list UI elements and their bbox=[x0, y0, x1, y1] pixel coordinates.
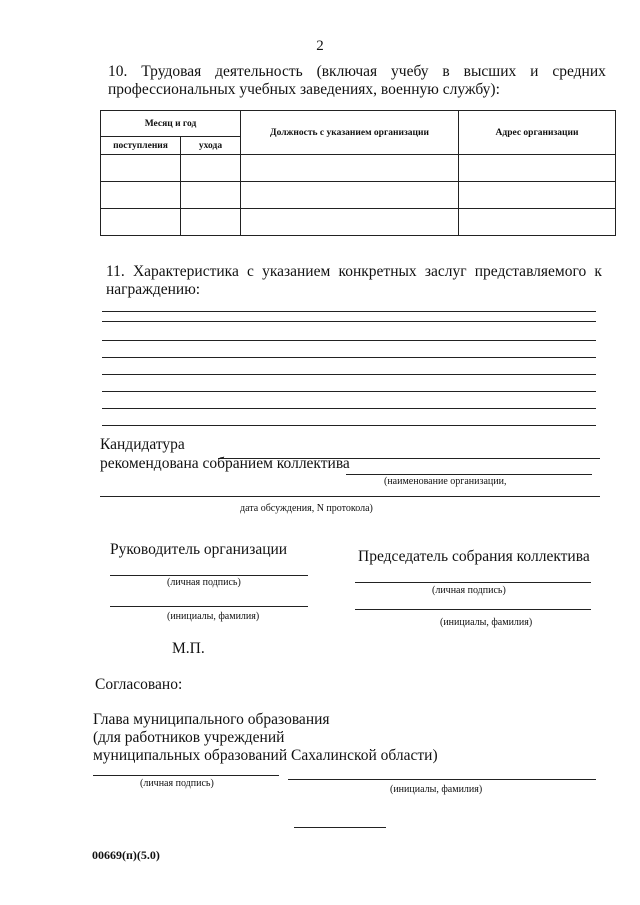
form-code: 00669(п)(5.0) bbox=[92, 848, 160, 862]
organization-line[interactable] bbox=[346, 474, 592, 475]
header-end: ухода bbox=[181, 137, 241, 155]
head-name-line[interactable] bbox=[110, 606, 308, 607]
word: деятельность bbox=[215, 63, 303, 80]
writing-line[interactable] bbox=[102, 340, 596, 341]
head-of-organization-title: Руководитель организации bbox=[110, 541, 288, 558]
table-cell[interactable] bbox=[241, 182, 459, 209]
head-signature-line[interactable] bbox=[110, 575, 308, 576]
table-row bbox=[101, 182, 616, 209]
word: указанием bbox=[262, 263, 331, 280]
writing-line[interactable] bbox=[102, 425, 596, 426]
word: (включая bbox=[316, 63, 378, 80]
word: конкретных bbox=[338, 263, 417, 280]
table-cell[interactable] bbox=[181, 182, 241, 209]
head-signature-hint: (личная подпись) bbox=[167, 577, 241, 588]
word: в bbox=[442, 63, 450, 80]
head-municipality-line3: муниципальных образований Сахалинской области) bbox=[93, 747, 438, 764]
chair-signature-line[interactable] bbox=[355, 582, 591, 583]
section-10-heading-line1 bbox=[108, 63, 606, 81]
table-cell[interactable] bbox=[459, 155, 616, 182]
header-start: поступления bbox=[101, 137, 181, 155]
word: 10. bbox=[108, 63, 128, 80]
page-number: 2 bbox=[316, 38, 324, 54]
section-11-heading-line1 bbox=[106, 263, 602, 281]
word: учебу bbox=[391, 63, 429, 80]
table-cell[interactable] bbox=[459, 182, 616, 209]
head-name-hint: (инициалы, фамилия) bbox=[167, 611, 260, 622]
agreed-label: Согласовано: bbox=[95, 676, 183, 693]
table-cell[interactable] bbox=[241, 155, 459, 182]
chairman-title: Председатель собрания коллектива bbox=[358, 548, 590, 565]
agreement-signature-hint: (личная подпись) bbox=[140, 778, 214, 789]
table-row bbox=[101, 209, 616, 236]
table-cell[interactable] bbox=[459, 209, 616, 236]
table-cell[interactable] bbox=[181, 209, 241, 236]
writing-line[interactable] bbox=[102, 357, 596, 358]
header-address: Адрес организации bbox=[459, 111, 616, 155]
word: с bbox=[247, 263, 254, 280]
discussion-hint: дата обсуждения, N протокола) bbox=[240, 503, 373, 514]
table-cell[interactable] bbox=[101, 155, 181, 182]
header-month-year: Месяц и год bbox=[101, 111, 241, 137]
chair-name-line[interactable] bbox=[355, 609, 591, 610]
chair-signature-hint: (личная подпись) bbox=[432, 585, 506, 596]
chair-name-hint: (инициалы, фамилия) bbox=[440, 617, 533, 628]
table-cell[interactable] bbox=[101, 209, 181, 236]
writing-line[interactable] bbox=[102, 408, 596, 409]
writing-line[interactable] bbox=[102, 374, 596, 375]
word: заслуг bbox=[424, 263, 467, 280]
agreement-name-line[interactable] bbox=[288, 779, 596, 780]
writing-line[interactable] bbox=[102, 311, 596, 312]
candidacy-label: Кандидатура bbox=[100, 436, 185, 453]
head-municipality-line2: (для работников учреждений bbox=[93, 729, 285, 746]
discussion-line[interactable] bbox=[100, 496, 600, 497]
writing-line[interactable] bbox=[102, 391, 596, 392]
word: 11. bbox=[106, 263, 125, 280]
agreement-name-hint: (инициалы, фамилия) bbox=[390, 784, 483, 795]
bottom-separator bbox=[294, 827, 386, 828]
work-history-table bbox=[100, 110, 616, 236]
word: высших bbox=[463, 63, 517, 80]
section-11-heading-line2: награждению: bbox=[106, 281, 201, 298]
word: к bbox=[594, 263, 602, 280]
organization-hint: (наименование организации, bbox=[384, 476, 507, 487]
table-cell[interactable] bbox=[101, 182, 181, 209]
writing-line[interactable] bbox=[102, 321, 596, 322]
recommended-label: рекомендована собранием коллектива bbox=[100, 455, 350, 472]
word: представляемого bbox=[474, 263, 587, 280]
word: и bbox=[530, 63, 539, 80]
word: средних bbox=[552, 63, 606, 80]
seal-mark: М.П. bbox=[172, 640, 205, 657]
section-10-heading-line2: профессиональных учебных заведениях, военную службу): bbox=[108, 81, 500, 98]
head-municipality-line1: Глава муниципального образования bbox=[93, 711, 330, 728]
header-position: Должность с указанием организации bbox=[241, 111, 459, 155]
table-cell[interactable] bbox=[241, 209, 459, 236]
table-cell[interactable] bbox=[181, 155, 241, 182]
agreement-signature-line[interactable] bbox=[93, 775, 279, 776]
word: Трудовая bbox=[141, 63, 202, 80]
table-row bbox=[101, 155, 616, 182]
word: Характеристика bbox=[132, 263, 239, 280]
